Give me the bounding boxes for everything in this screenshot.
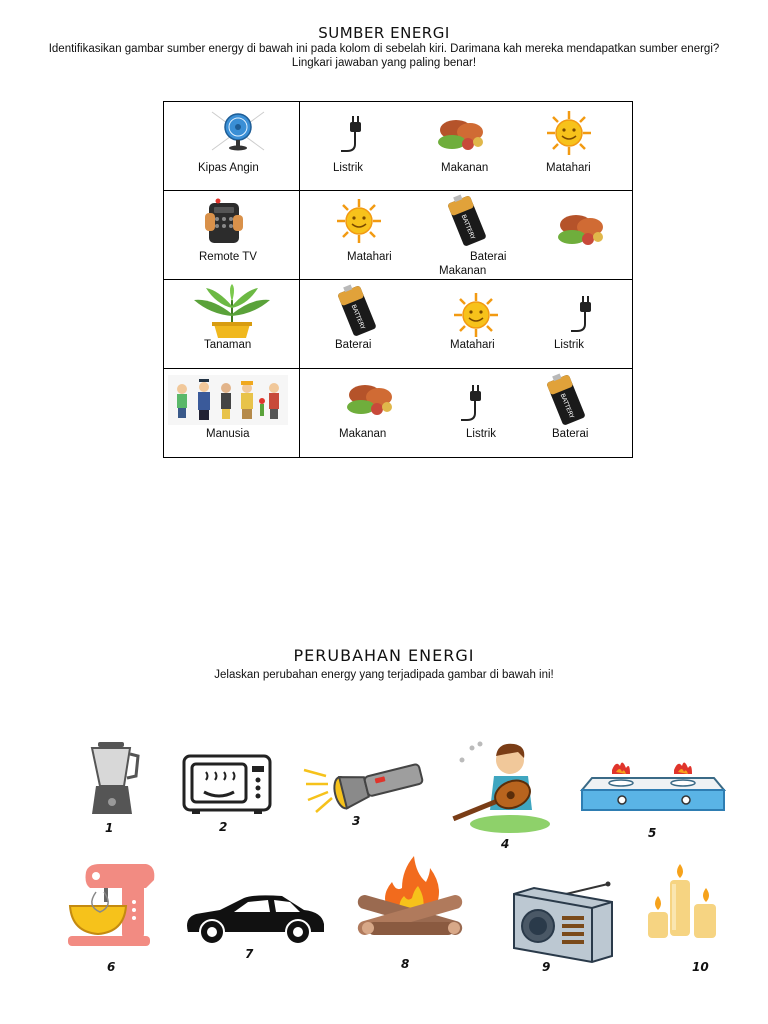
energy-source-table [163,101,633,458]
option-label[interactable]: Makanan [441,162,489,174]
options-cell [300,280,633,369]
item-number: 7 [245,947,254,961]
table-row [164,280,633,369]
perubahan-instruction: Jelaskan perubahan energy yang terjadipada gambar di bawah ini! [214,669,554,681]
option-label[interactable]: Makanan [439,265,487,277]
food-icon [554,209,608,249]
car-icon [182,892,326,946]
options-cell [300,191,633,280]
option-label[interactable]: Baterai [335,339,372,351]
campfire-icon [352,852,470,944]
instruction-line-1: Identifikasikan gambar sumber energy di bawah ini pada kolom di sebelah kiri. Darimana kah mereka mendapatkan sumber energi? [48,43,720,55]
subject-cell [164,280,300,369]
item-number: 3 [352,814,361,828]
battery-icon [332,284,382,338]
food-icon [434,114,488,154]
item-number: 10 [692,960,709,974]
option-label[interactable]: Matahari [546,162,591,174]
subject-label: Tanaman [204,339,252,351]
options-cell [300,102,633,191]
radio-icon [510,880,614,964]
option-label[interactable]: Makanan [339,428,387,440]
table-row [164,102,633,191]
flashlight-icon [300,748,428,818]
subject-label: Kipas Angin [198,162,259,174]
battery-icon [442,194,492,248]
svg-text:BATTERY: BATTERY [349,303,367,331]
option-label[interactable]: Listrik [554,339,585,351]
option-label[interactable]: Listrik [333,162,364,174]
item-number: 5 [648,826,657,840]
table-row [164,369,633,458]
subject-label: Manusia [206,428,250,440]
sumber-title: SUMBER ENERGI [318,24,450,42]
table-row [164,191,633,280]
option-label[interactable]: Baterai [552,428,589,440]
subject-label: Remote TV [199,251,257,263]
sumber-instruction [40,43,728,70]
fan-icon [210,110,266,152]
subject-cell [164,191,300,280]
item-number: 8 [401,957,410,971]
item-number: 9 [542,960,551,974]
guitar-player-icon [448,740,552,834]
option-label[interactable]: Baterai [470,251,507,263]
item-number: 6 [107,960,116,974]
sun-icon [451,292,501,338]
option-label[interactable]: Matahari [450,339,495,351]
plug-icon [338,114,368,154]
battery-icon [541,373,591,427]
subject-cell [164,369,300,458]
gas-stove-icon [578,756,728,814]
blender-icon [84,740,140,816]
microwave-icon [182,754,272,816]
svg-text:BATTERY: BATTERY [558,392,576,420]
item-number: 2 [219,820,228,834]
perubahan-title: PERUBAHAN ENERGI [293,646,475,665]
plug-icon [568,294,598,334]
stand-mixer-icon [66,862,158,948]
item-number: 1 [105,821,114,835]
item-number: 4 [501,837,510,851]
food-icon [343,379,397,419]
people-icon [168,375,288,425]
svg-text:BATTERY: BATTERY [459,213,477,241]
instruction-line-2: Lingkari jawaban yang paling benar! [291,56,477,69]
option-label[interactable]: Listrik [466,428,497,440]
sun-icon [334,198,384,244]
sun-icon [544,110,594,156]
plant-icon [192,284,272,340]
options-cell [300,369,633,458]
candles-icon [644,862,720,942]
option-label[interactable]: Matahari [347,251,392,263]
subject-cell [164,102,300,191]
plug-icon [458,383,488,423]
remote-tv-icon [204,197,244,245]
